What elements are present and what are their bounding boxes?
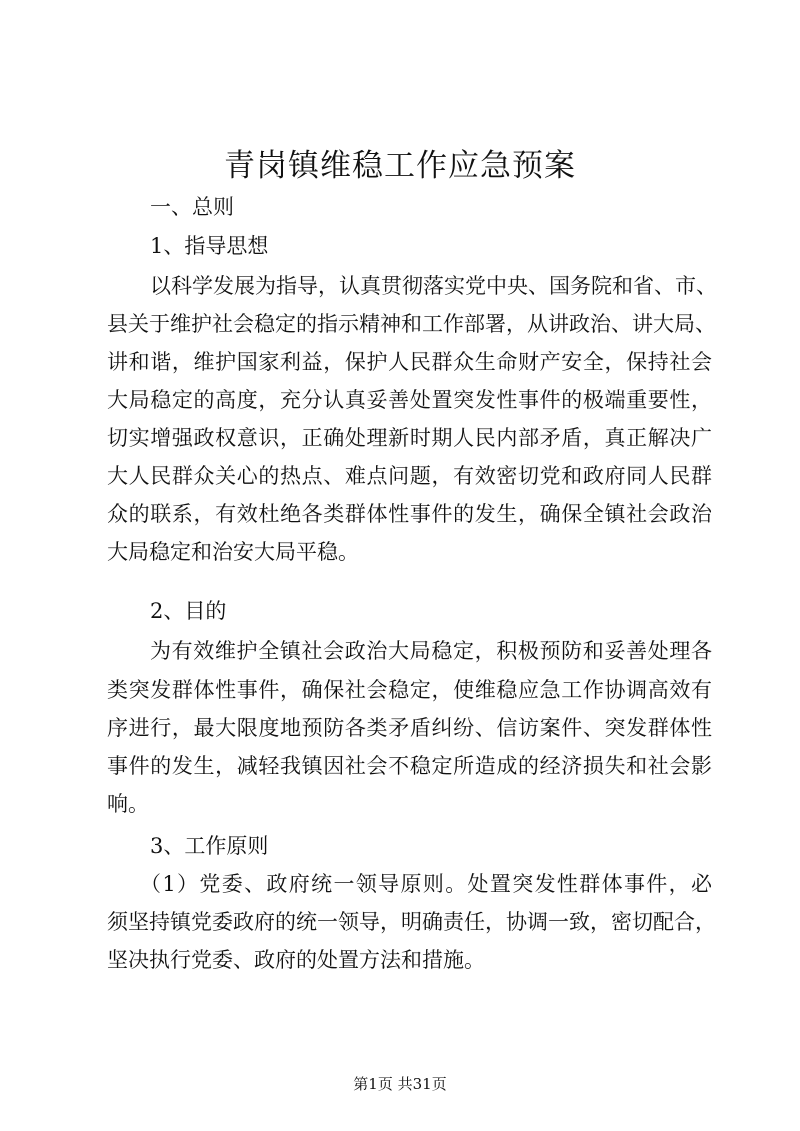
paragraph-line: 类突发群体性事件，确保社会稳定，使维稳应急工作协调高效有 (107, 678, 712, 702)
paragraph-line: 讲和谐，维护国家利益，保护人民群众生命财产安全，保持社会 (107, 350, 712, 374)
paragraph-line: （1）党委、政府统一领导原则。处置突发性群体事件，必 (140, 872, 712, 896)
page-number-footer: 第1页 共31页 (353, 1075, 447, 1093)
paragraph-line: 大人民群众关心的热点、难点问题，有效密切党和政府同人民群 (107, 464, 712, 488)
subsection-heading: 1、指导思想 (150, 234, 269, 258)
subsection-heading: 3、工作原则 (150, 834, 269, 858)
paragraph-line: 大局稳定和治安大局平稳。 (107, 540, 359, 564)
paragraph-line: 须坚持镇党委政府的统一领导，明确责任，协调一致，密切配合， (107, 910, 716, 934)
paragraph-line: 众的联系，有效杜绝各类群体性事件的发生，确保全镇社会政治 (107, 502, 712, 526)
document-title: 青岗镇维稳工作应急预案 (224, 148, 576, 184)
paragraph-line: 切实增强政权意识，正确处理新时期人民内部矛盾，真正解决广 (107, 426, 712, 450)
paragraph-line: 以科学发展为指导，认真贯彻落实党中央、国务院和省、市、 (150, 274, 717, 298)
paragraph-line: 县关于维护社会稳定的指示精神和工作部署，从讲政治、讲大局、 (107, 312, 716, 336)
paragraph-line: 响。 (107, 792, 149, 816)
paragraph-line: 大局稳定的高度，充分认真妥善处置突发性事件的极端重要性， (107, 388, 712, 412)
paragraph-line: 事件的发生，减轻我镇因社会不稳定所造成的经济损失和社会影 (107, 754, 712, 778)
subsection-heading: 2、目的 (150, 599, 227, 623)
paragraph-line: 序进行，最大限度地预防各类矛盾纠纷、信访案件、突发群体性 (107, 716, 712, 740)
section-heading: 一、总则 (150, 195, 234, 219)
paragraph-line: 坚决执行党委、政府的处置方法和措施。 (107, 948, 485, 972)
paragraph-line: 为有效维护全镇社会政治大局稳定，积极预防和妥善处理各 (150, 639, 712, 663)
